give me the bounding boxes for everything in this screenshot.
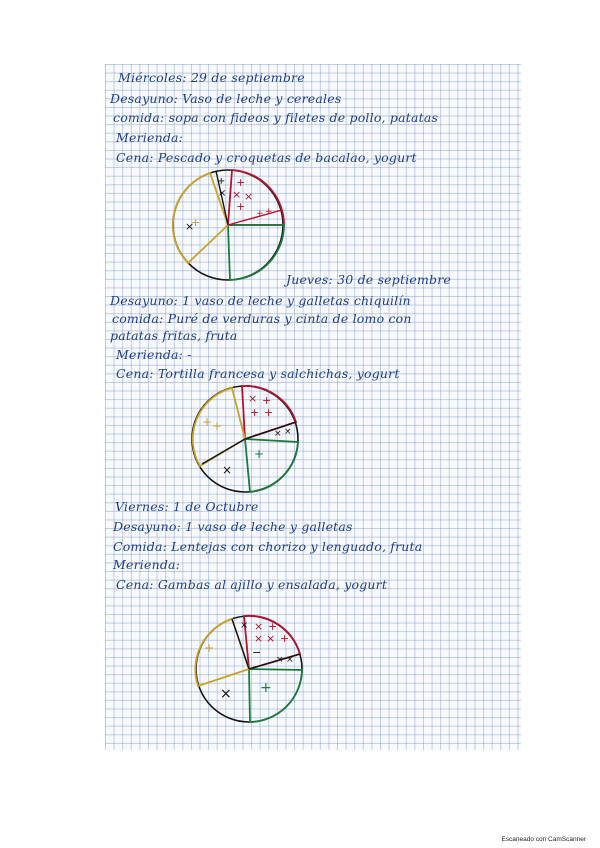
pie-mark: × <box>240 620 249 631</box>
breakfast-line: Desayuno: 1 vaso de leche y galletas chiquilín <box>110 293 411 308</box>
pie-mark: + <box>268 620 278 633</box>
pie-mark: + <box>250 406 260 419</box>
pie-mark: × <box>266 632 276 645</box>
breakfast-line: Desayuno: 1 vaso de leche y galletas <box>113 519 353 534</box>
pie-mark: × <box>248 392 258 405</box>
pie-mark: × <box>286 655 294 665</box>
pie-mark: + <box>236 176 246 189</box>
segment-green <box>249 669 302 722</box>
pie-mark: + <box>262 394 272 407</box>
lunch-line: comida: sopa con fideos y filetes de pollo, patatas <box>113 110 439 125</box>
pie-mark: × <box>274 429 282 439</box>
pie-mark: + <box>217 176 226 187</box>
meal-pie-chart <box>170 168 288 286</box>
divider <box>202 439 245 464</box>
pie-mark: + <box>264 406 274 419</box>
pie-mark: × <box>254 632 264 645</box>
pie-mark: × <box>218 188 227 199</box>
day-title: Miércoles: 29 de septiembre <box>118 70 305 85</box>
pie-mark: + <box>254 447 265 461</box>
scanner-footer: Escaneado con CamScanner <box>501 836 586 843</box>
dinner-line: Cena: Pescado y croquetas de bacalao, yogurt <box>116 150 417 165</box>
lunch-line: Comida: Lentejas con chorizo y lenguado, fruta <box>113 539 423 554</box>
pie-mark: + <box>202 415 213 429</box>
lunch-line: comida: Puré de verduras y cinta de lomo con <box>112 311 412 326</box>
pie-mark: × <box>244 190 254 203</box>
pie-mark: × <box>222 463 233 477</box>
pie-mark: + <box>204 641 215 655</box>
pie-mark: − <box>252 646 262 659</box>
pie-mark: + <box>236 200 246 213</box>
pie-mark: × <box>220 686 232 702</box>
meal-pie-chart <box>188 382 306 500</box>
pie-mark: + <box>265 207 273 217</box>
meal-pie-chart <box>192 612 310 730</box>
grid-paper-sheet <box>105 64 521 750</box>
pie-mark: + <box>256 209 264 219</box>
pie-mark: + <box>260 680 272 696</box>
pie-mark: × <box>284 427 292 437</box>
pie-mark: × <box>232 188 242 201</box>
lunch-line-cont: patatas fritas, fruta <box>110 328 238 343</box>
pie-mark: × <box>185 220 195 233</box>
dinner-line: Cena: Tortilla francesa y salchichas, yogurt <box>116 366 400 381</box>
pie-mark: + <box>212 419 223 433</box>
dinner-line: Cena: Gambas al ajillo y ensalada, yogurt <box>116 577 388 592</box>
snack-line: Merienda: <box>113 557 181 572</box>
day-title: Viernes: 1 de Octubre <box>115 499 259 514</box>
pie-mark: + <box>191 216 201 229</box>
pie-mark: × <box>254 620 264 633</box>
pie-mark: × <box>276 655 284 665</box>
day-title: Jueves: 30 de septiembre <box>286 272 452 287</box>
breakfast-line: Desayuno: Vaso de leche y cereales <box>110 91 342 106</box>
pie-mark: + <box>280 632 290 645</box>
snack-line: Merienda: - <box>116 347 192 362</box>
snack-line: Merienda: <box>116 130 184 145</box>
